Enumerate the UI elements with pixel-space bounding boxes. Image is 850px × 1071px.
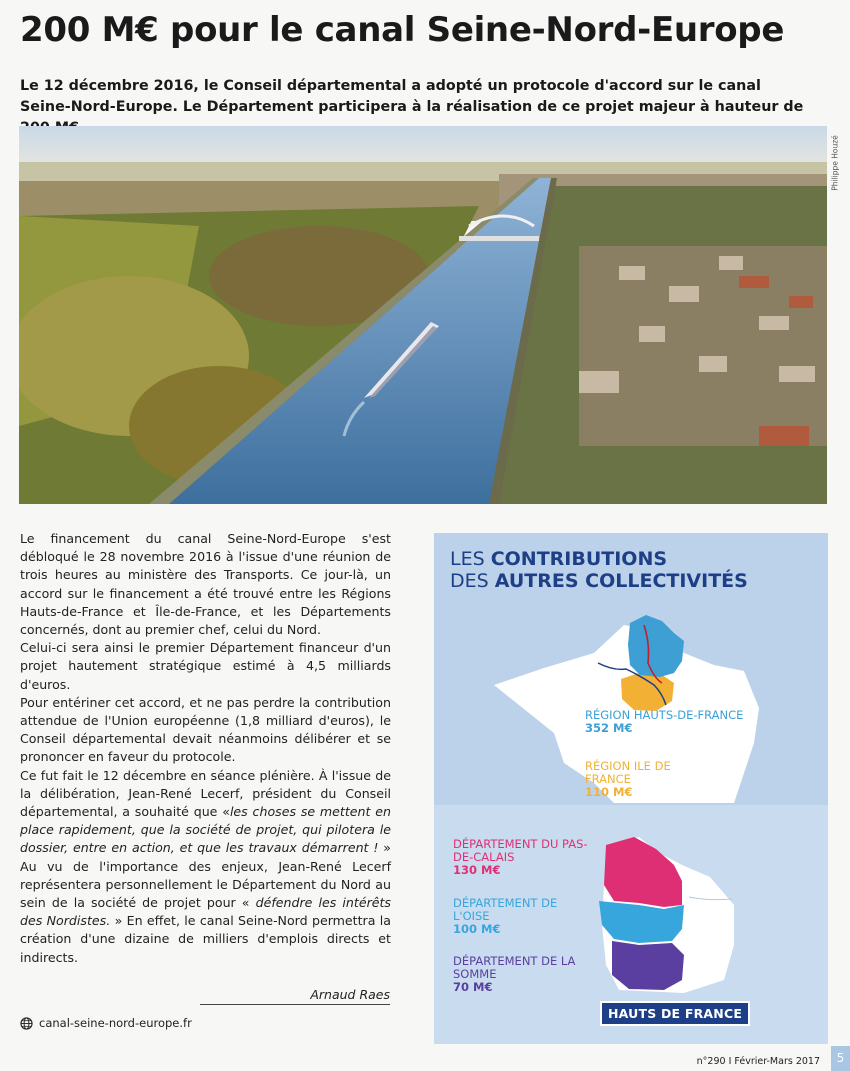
contributions-infobox [434, 533, 828, 1044]
website-url[interactable]: canal-seine-nord-europe.fr [39, 1016, 192, 1030]
region-ile-de-france-label: RÉGION ILE DE FRANCE 110 M€ [585, 759, 671, 799]
pas-de-calais-shape [604, 837, 682, 907]
dept-somme-label: DÉPARTEMENT DE LA SOMME 70 M€ [453, 954, 576, 994]
article-paragraph-4: Ce fut fait le 12 décembre en séance plénière. À l'issue de la délibération, Jean-René Lecerf, président du Conseil départemental, a souhaité que «les choses se mettent en place rapidement, que la société de projet, qui pilotera le dossier, entre en action, et que les travaux démarrent ! » Au vu de l'importance des enjeux, Jean-René Lecerf représentera personnellement le Département du Nord au sein de la société de projet pour « défendre les intérêts des Nordistes. » En effet, le canal Seine-Nord permettra la création d'une dizaine de milliers d'emplois directs et indirects. [20, 767, 392, 965]
headline: 200 M€ pour le canal Seine-Nord-Europe [20, 10, 785, 50]
issue-footer: n°290 I Février-Mars 2017 [696, 1056, 820, 1067]
hauts-de-france-shape [628, 615, 684, 677]
article-paragraph-1: Le financement du canal Seine-Nord-Europe s'est débloqué le 28 novembre 2016 à l'issue d'une réunion de trois heures au ministère des Transports. Ce jour-là, un accord sur le financement a été trouvé entre les Régions Hauts-de-France et Île-de-France, et les Départements concernés, dont au premier chef, celui du Nord. [20, 531, 391, 638]
dept-pas-de-calais-label: DÉPARTEMENT DU PAS-DE-CALAIS 130 M€ [453, 837, 588, 877]
france-map-section [434, 533, 828, 803]
dept-oise-label: DÉPARTEMENT DE L'OISE 100 M€ [453, 896, 558, 936]
quote-1: les choses se mettent en place rapidement, que la société de projet, qui pilotera le dossier, entre en action, et que les travaux démarrent ! [20, 804, 392, 856]
photo-credit: Philippe Houzé [830, 135, 840, 191]
author-signature: Arnaud Raes [200, 987, 390, 1005]
hauts-de-france-badge: HAUTS DE FRANCE [600, 1001, 750, 1026]
infobox-title: LES CONTRIBUTIONS DES AUTRES COLLECTIVITÉS [450, 548, 748, 592]
quote-2: défendre les intérêts des Nordistes. [20, 895, 391, 929]
article-body [20, 530, 391, 967]
lead-paragraph: Le 12 décembre 2016, le Conseil départemental a adopté un protocole d'accord sur le canal Seine-Nord-Europe. Le Département participera à la réalisation de ce projet majeur à hauteur de [20, 78, 804, 115]
hauts-de-france-section [434, 805, 828, 1044]
globe-icon [20, 1017, 33, 1030]
region-hauts-de-france-label: RÉGION HAUTS-DE-FRANCE 352 M€ [585, 708, 744, 735]
somme-shape [612, 941, 684, 990]
article-paragraph-2: Celui-ci sera ainsi le premier Département financeur d'un projet hautement stratégique estimé à 4,5 milliards d'euros. [20, 640, 391, 692]
page-number: 5 [831, 1046, 850, 1071]
canal-aerial-photo [19, 126, 827, 504]
website-link[interactable] [20, 1016, 192, 1030]
article-paragraph-3: Pour entériner cet accord, et ne pas perdre la contribution attendue de l'Union européenne (1,8 milliard d'euros), le Conseil départemental devait néanmoins délibérer et se prononcer en faveur du protocole. [20, 694, 391, 765]
